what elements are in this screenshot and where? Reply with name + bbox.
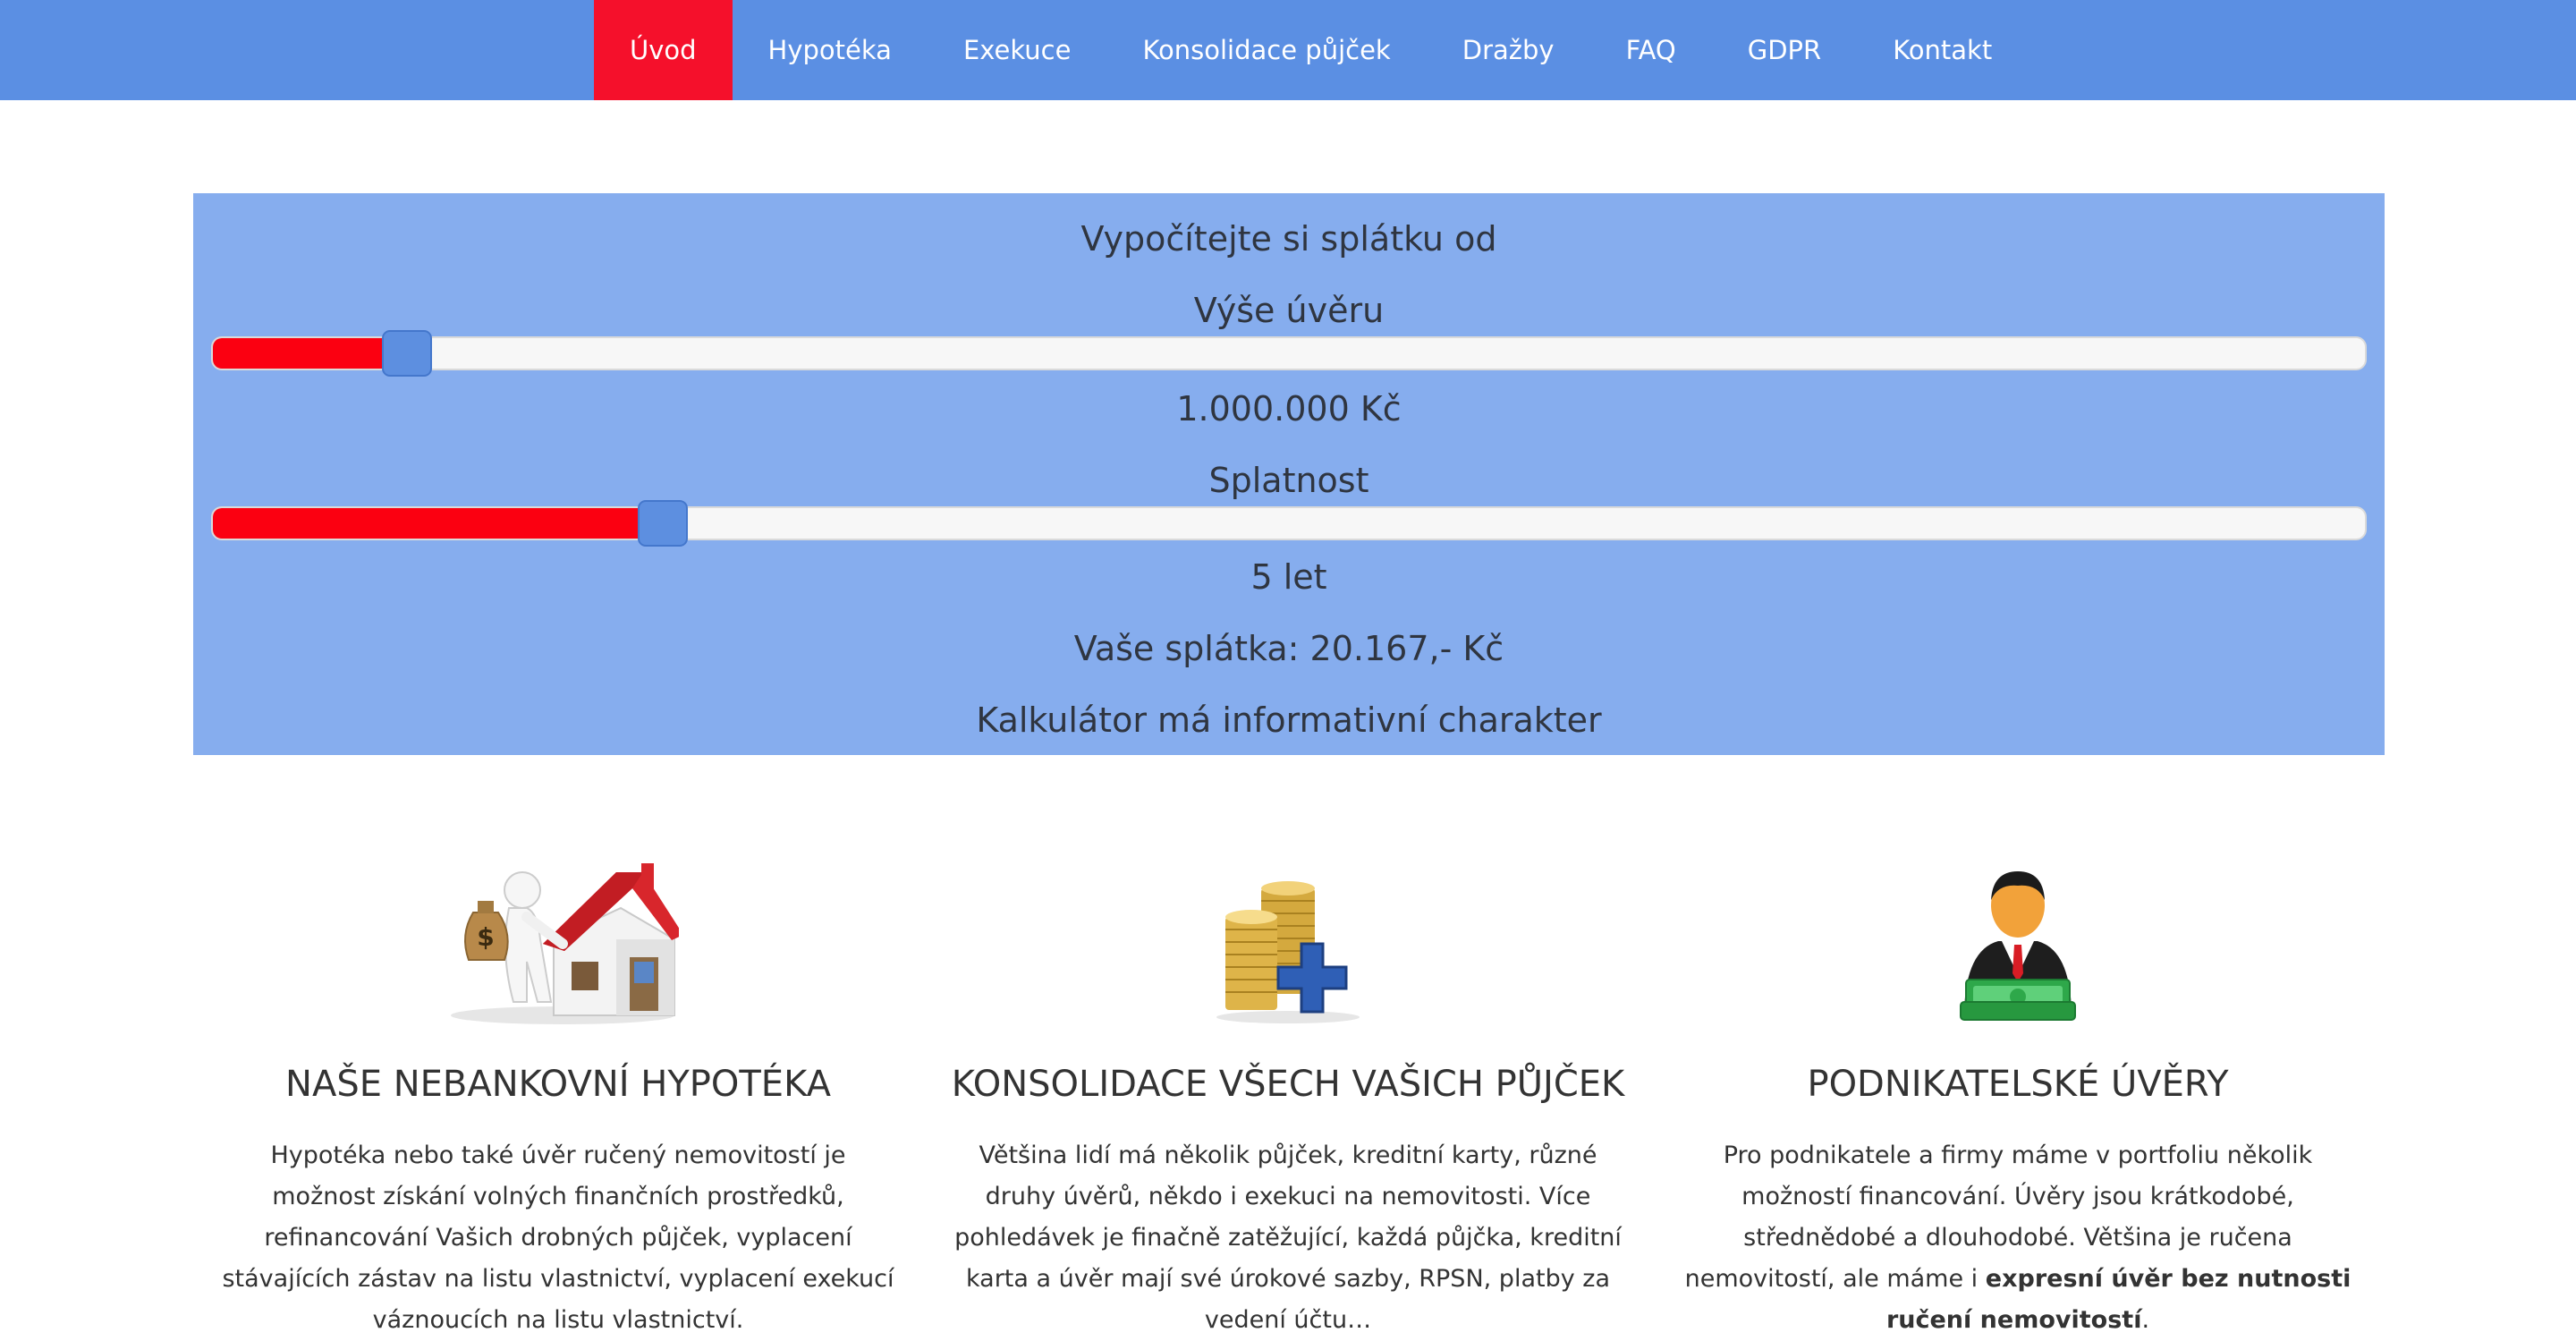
term-slider-handle[interactable] (638, 500, 688, 547)
amount-slider[interactable] (211, 336, 2367, 370)
feature-mortgage-title: NAŠE NEBANKOVNÍ HYPOTÉKA (285, 1064, 831, 1105)
feature-business (1660, 854, 2376, 1341)
top-navbar (0, 0, 2576, 100)
feature-mortgage (200, 854, 916, 1341)
nav-item-kontakt[interactable]: Kontakt (1893, 35, 1993, 65)
nav-item-drazby[interactable]: Dražby (1462, 35, 1555, 65)
term-value: 5 let (1250, 557, 1327, 597)
svg-text:$: $ (477, 922, 495, 952)
nav-item-uvod[interactable]: Úvod (594, 0, 733, 100)
feature-business-text (1678, 1135, 2358, 1341)
amount-value: 1.000.000 Kč (1176, 389, 1402, 429)
amount-label: Výše úvěru (1193, 291, 1385, 330)
house-money-icon (200, 854, 916, 1024)
feature-business-title: PODNIKATELSKÉ ÚVĚRY (1807, 1064, 2229, 1105)
nav-item-gdpr[interactable]: GDPR (1747, 35, 1822, 65)
nav-menu (594, 0, 2028, 100)
loan-calculator (193, 193, 2385, 755)
payment-result: Vaše splátka: 20.167,- Kč (1073, 629, 1504, 668)
feature-business-text-main: Pro podnikatele a firmy máme v portfoliu několik možností financování. Úvěry jsou krátkodobé, střednědobé a dlouhodobé. Většina je ručena nemovitostí, ale máme i (1684, 1142, 2313, 1293)
term-slider-fill (213, 508, 663, 539)
coins-plus-icon (930, 854, 1646, 1024)
term-slider[interactable] (211, 506, 2367, 540)
amount-slider-handle[interactable] (382, 330, 432, 377)
feature-consolidation-text: Většina lidí má několik půjček, kreditní karty, různé druhy úvěrů, někdo i exekuci na nemovitosti. Více pohledávek je finačně zatěžující, každá půjčka, kreditní karta a úvěr mají své úrokové sazby, RPSN, platby za vedení účtu… (954, 1142, 1622, 1334)
calculator-heading: Vypočítejte si splátku od (1080, 219, 1497, 259)
feature-consolidation (930, 854, 1646, 1341)
feature-business-text-bold: expresní úvěr bez nutnosti ručení nemovitostí (1885, 1265, 2351, 1334)
nav-item-faq[interactable]: FAQ (1625, 35, 1676, 65)
feature-mortgage-text: Hypotéka nebo také úvěr ručený nemovitostí je možnost získání volných finančních prostředků, refinancování Vašich drobných půjček, vyplacení stávajících zástav na listu vlastnictví, vyplacení exekucí váznoucích na listu vlastnictví. (222, 1142, 894, 1334)
businessman-money-icon (1660, 854, 2376, 1024)
feature-business-text-end: . (2141, 1306, 2150, 1334)
nav-item-exekuce[interactable]: Exekuce (962, 35, 1072, 65)
amount-slider-fill (213, 338, 407, 369)
calculator-disclaimer: Kalkulátor má informativní charakter (976, 700, 1602, 740)
nav-item-hypoteka[interactable]: Hypotéka (767, 35, 892, 65)
nav-item-konsolidace[interactable]: Konsolidace půjček (1142, 35, 1391, 65)
feature-consolidation-title: KONSOLIDACE VŠECH VAŠICH PŮJČEK (951, 1064, 1625, 1105)
term-label: Splatnost (1208, 461, 1369, 500)
